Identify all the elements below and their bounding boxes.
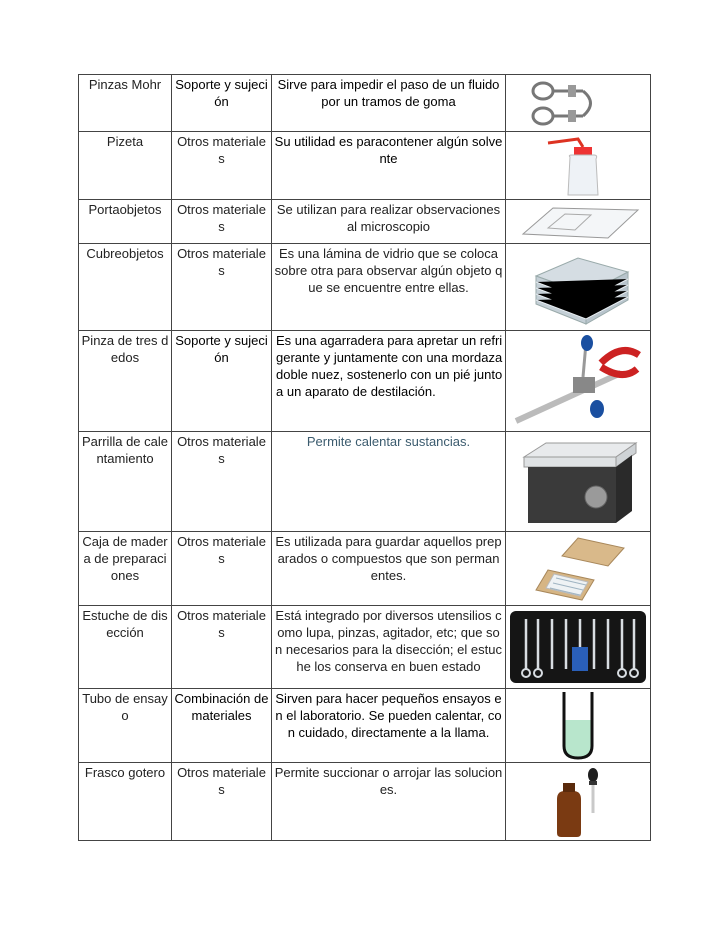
material-image <box>506 532 651 606</box>
wooden-slide-box-icon <box>528 534 628 604</box>
three-finger-clamp-icon <box>511 333 646 429</box>
cover-glass-stack-icon <box>518 246 638 328</box>
material-image <box>506 689 651 763</box>
materials-table <box>78 74 651 841</box>
table-row <box>79 532 651 606</box>
table-row <box>79 132 651 200</box>
table-row <box>79 75 651 132</box>
material-name: Estuche de disección <box>79 606 172 689</box>
material-name: Pinza de tres dedos <box>79 331 172 432</box>
material-description: Permite succionar o arrojar las soluciones. <box>272 763 506 841</box>
material-description: Su utilidad es paracontener algún solvente <box>272 132 506 200</box>
material-image <box>506 763 651 841</box>
material-name: Cubreobjetos <box>79 244 172 331</box>
material-category: Otros materiales <box>172 763 272 841</box>
material-name: Tubo de ensayo <box>79 689 172 763</box>
material-description: Sirven para hacer pequeños ensayos en el laboratorio. Se pueden calentar, con cuidado, directamente a la llama. <box>272 689 506 763</box>
material-description: Se utilizan para realizar observaciones al microscopio <box>272 200 506 244</box>
material-image <box>506 331 651 432</box>
material-description: Es una agarradera para apretar un refrigerante y juntamente con una mordaza doble nuez, sostenerlo con un pié junto a un aparato de destilación. <box>272 331 506 432</box>
material-category: Otros materiales <box>172 200 272 244</box>
dissection-kit-icon <box>508 607 648 687</box>
material-category: Otros materiales <box>172 132 272 200</box>
hot-plate-icon <box>516 435 641 529</box>
material-description: Está integrado por diversos utensilios como lupa, pinzas, agitador, etc; que son necesarios para la disección; el estuche los conserva en buen estado <box>272 606 506 689</box>
material-category: Otros materiales <box>172 244 272 331</box>
test-tube-icon <box>548 690 608 762</box>
material-category: Otros materiales <box>172 606 272 689</box>
table-row <box>79 432 651 532</box>
table-row <box>79 244 651 331</box>
material-name: Caja de madera de preparaciones <box>79 532 172 606</box>
material-description: Es utilizada para guardar aquellos preparados o compuestos que son permanentes. <box>272 532 506 606</box>
material-image <box>506 432 651 532</box>
material-category: Soporte y sujeción <box>172 75 272 132</box>
table-row <box>79 763 651 841</box>
wash-bottle-icon <box>538 133 618 199</box>
material-image <box>506 132 651 200</box>
mohr-clamp-icon <box>523 76 633 131</box>
material-name: Parrilla de calentamiento <box>79 432 172 532</box>
table-row <box>79 606 651 689</box>
dropper-bottle-icon <box>543 765 613 839</box>
material-category: Soporte y sujeción <box>172 331 272 432</box>
material-name: Frasco gotero <box>79 763 172 841</box>
material-image <box>506 200 651 244</box>
material-name: Portaobjetos <box>79 200 172 244</box>
material-image <box>506 606 651 689</box>
microscope-slide-icon <box>513 202 643 242</box>
table-row <box>79 331 651 432</box>
table-row <box>79 689 651 763</box>
material-name: Pizeta <box>79 132 172 200</box>
table-row <box>79 200 651 244</box>
material-description: Permite calentar sustancias. <box>272 432 506 532</box>
material-name: Pinzas Mohr <box>79 75 172 132</box>
material-description: Sirve para impedir el paso de un fluido por un tramos de goma <box>272 75 506 132</box>
material-category: Otros materiales <box>172 532 272 606</box>
material-category: Otros materiales <box>172 432 272 532</box>
material-category: Combinación de materiales <box>172 689 272 763</box>
material-image <box>506 244 651 331</box>
material-image <box>506 75 651 132</box>
material-description: Es una lámina de vidrio que se coloca sobre otra para observar algún objeto que se encuentre entre ellas. <box>272 244 506 331</box>
